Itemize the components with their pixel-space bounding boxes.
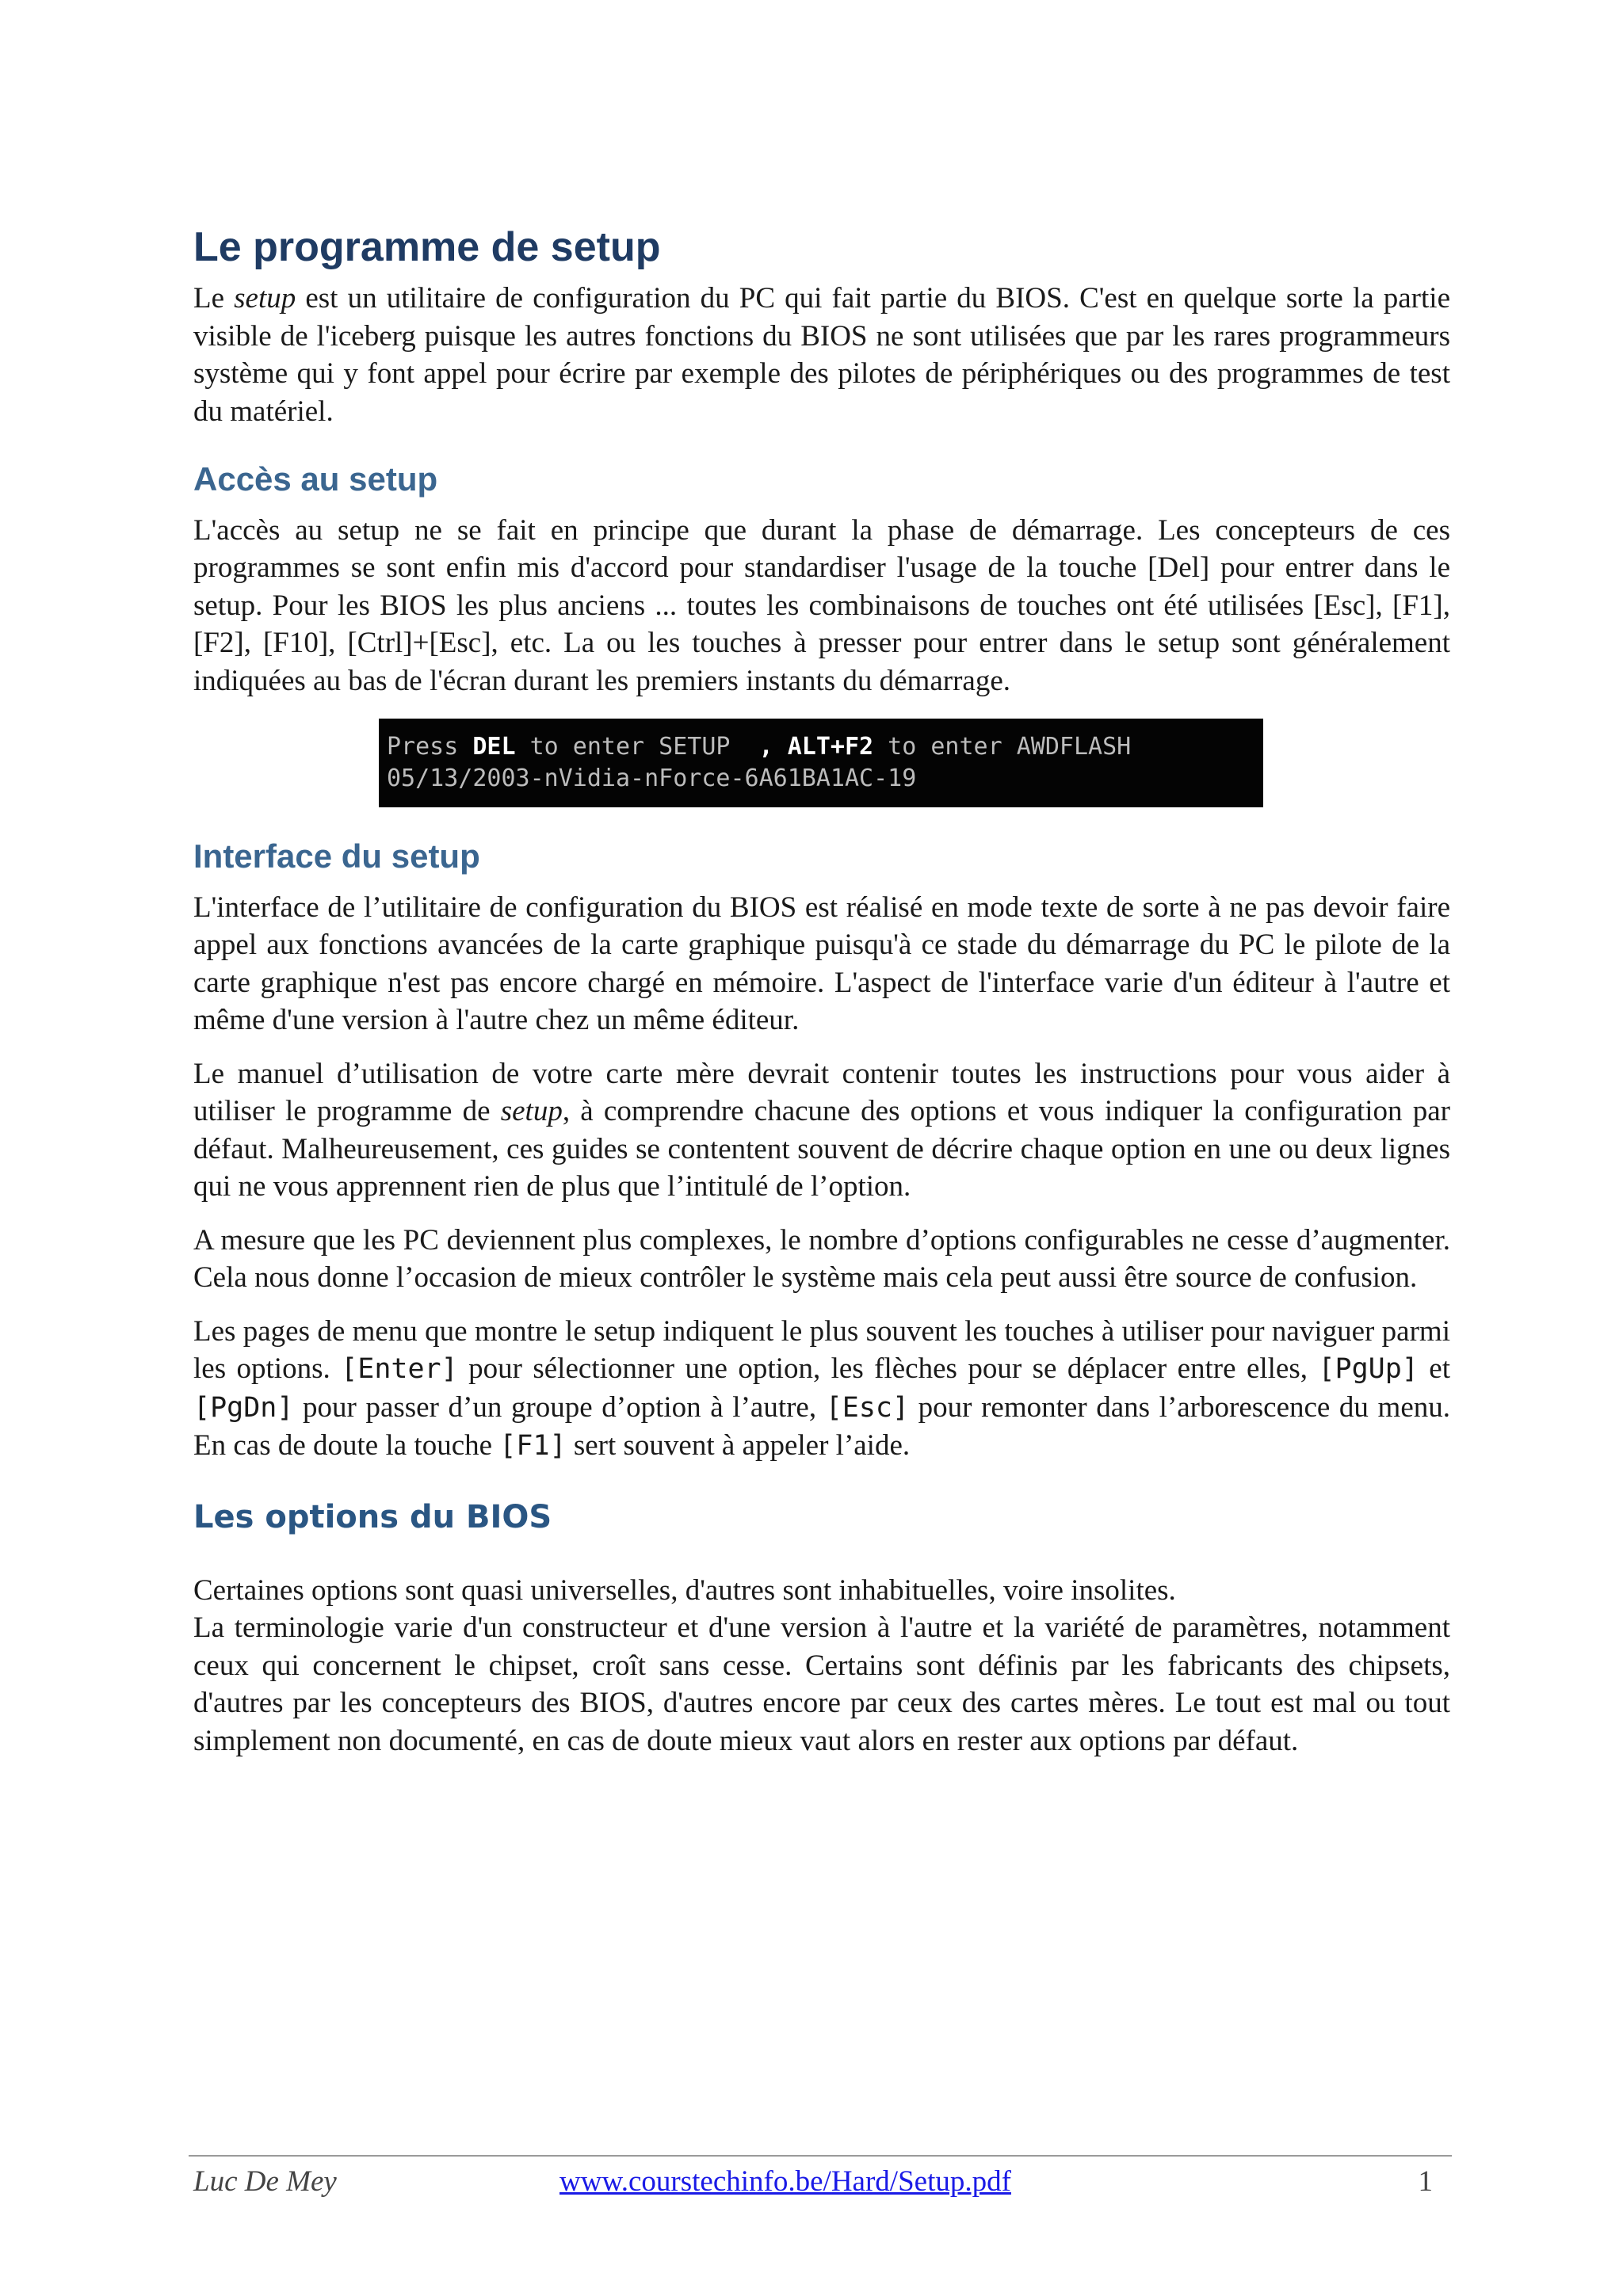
p4-text-1: Les pages de menu que montre le setup indiquent le plus souvent les touches à utiliser pour naviguer parmi les options. — [193, 1314, 1450, 1385]
footer-divider — [189, 2155, 1452, 2157]
key-esc: [Esc] — [825, 1391, 910, 1424]
footer-author: Luc De Mey — [193, 2165, 337, 2198]
bios-text-press: Press — [387, 733, 473, 761]
p2-text-1: Le manuel d’utilisation de votre carte mère devrait contenir toutes les instructions pour vous aider à utiliser le programme de — [193, 1057, 1450, 1127]
bios-key-altf2: , ALT+F2 — [758, 733, 874, 761]
p4-text-2: pour sélectionner une option, les flèches pour se déplacer entre elles, — [457, 1352, 1319, 1385]
interface-paragraph-1: L'interface de l’utilitaire de configuration du BIOS est réalisé en mode texte de sorte à ne pas devoir faire appel aux fonctions avancées de la carte graphique puisqu'à ce stade du démarrage du PC le pilote de la carte graphique n'est pas encore chargé en mémoire. L'aspect de l'interface varie d'un éditeur à l'autre et même d'une version à l'autre chez un même éditeur. — [193, 891, 1450, 1036]
p4-text-4: pour passer d’un groupe d’option à l’autre, — [293, 1390, 826, 1424]
intro-paragraph — [193, 280, 1450, 430]
page-footer — [193, 2161, 1450, 2206]
page-title: Le programme de setup — [193, 224, 661, 270]
footer-page-number: 1 — [1418, 2165, 1433, 2198]
p4-text-6: sert souvent à appeler l’aide. — [566, 1429, 911, 1462]
key-enter: [Enter] — [341, 1353, 458, 1385]
bios-key-del: DEL — [472, 733, 516, 761]
interface-paragraph-3: A mesure que les PC deviennent plus complexes, le nombre d’options configurables ne cesse d’augmenter. Cela nous donne l’occasion de mieux contrôler le système mais cela peut aussi être source de confusion. — [193, 1223, 1450, 1294]
bios-text-awdflash: to enter AWDFLASH — [873, 733, 1132, 761]
key-f1: [F1] — [499, 1430, 567, 1462]
options-paragraph: La terminologie varie d'un constructeur et d'une version à l'autre et la variété de paramètres, notamment ceux qui concernent le chipset, croît sans cesse. Certains sont définis par les fabricants des chipsets, d'autres par les concepteurs des BIOS, d'autres encore par ceux des cartes mères. Le tout est mal ou tout simplement non documenté, en cas de doute mieux vaut alors en rester aux options par défaut. — [193, 1611, 1450, 1757]
p4-text-5: pour remonter dans l’arborescence du menu. En cas de doute la touche — [193, 1390, 1450, 1462]
interface-paragraph-4 — [193, 1313, 1450, 1466]
key-pgdn: [PgDn] — [193, 1391, 294, 1424]
page-content — [193, 222, 1450, 1775]
p4-text-3: et — [1418, 1352, 1451, 1385]
intro-text-1: Le — [193, 282, 235, 315]
intro-text-2: est un utilitaire de configuration du PC qui fait partie du BIOS. C'est en quelque sorte la partie visible de l'iceberg puisque les autres fonctions du BIOS ne sont utilisées que par les rares programmeurs système qui y font appel pour écrire par exemple des pilotes de périphériques ou des programmes de test du matériel. — [193, 282, 1450, 428]
heading-acces-setup: Accès au setup — [193, 460, 438, 498]
options-line-1: Certaines options sont quasi universelles, d'autres sont inhabituelles, voire insolites. — [193, 1573, 1176, 1607]
access-paragraph: L'accès au setup ne se fait en principe que durant la phase de démarrage. Les concepteurs de ces programmes se sont enfin mis d'accord pour standardiser l'usage de la touche [Del] pour entrer dans le setup. Pour les BIOS les plus anciens ... toutes les combinaisons de touches ont été utilisées [Esc], [F1], [F2], [F10], [Ctrl]+[Esc], etc. La ou les touches à presser pour entrer dans le setup sont généralement indiquées au bas de l'écran durant les premiers instants du démarrage. — [193, 513, 1450, 697]
key-pgup: [PgUp] — [1318, 1353, 1419, 1385]
p2-emphasis: setup — [500, 1095, 563, 1127]
p2-text-2: , à comprendre chacune des options et vous indiquer la configuration par défaut. Malheureusement, ces guides se contentent souvent de décrire chaque option en une ou deux lignes qui ne vous apprennent rien de plus que l’intitulé de l’option. — [193, 1095, 1450, 1203]
bios-text-setup: to enter SETUP — [515, 733, 759, 761]
bios-version-line: 05/13/2003-nVidia-nForce-6A61BA1AC-19 — [387, 765, 917, 792]
footer-url-link[interactable]: www.courstechinfo.be/Hard/Setup.pdf — [559, 2165, 1011, 2198]
heading-interface-setup: Interface du setup — [193, 837, 480, 875]
bios-boot-screenshot — [379, 719, 1263, 807]
intro-emphasis: setup — [234, 282, 296, 315]
heading-options-bios: Les options du BIOS — [193, 1498, 552, 1535]
interface-paragraph-2 — [193, 1055, 1450, 1206]
